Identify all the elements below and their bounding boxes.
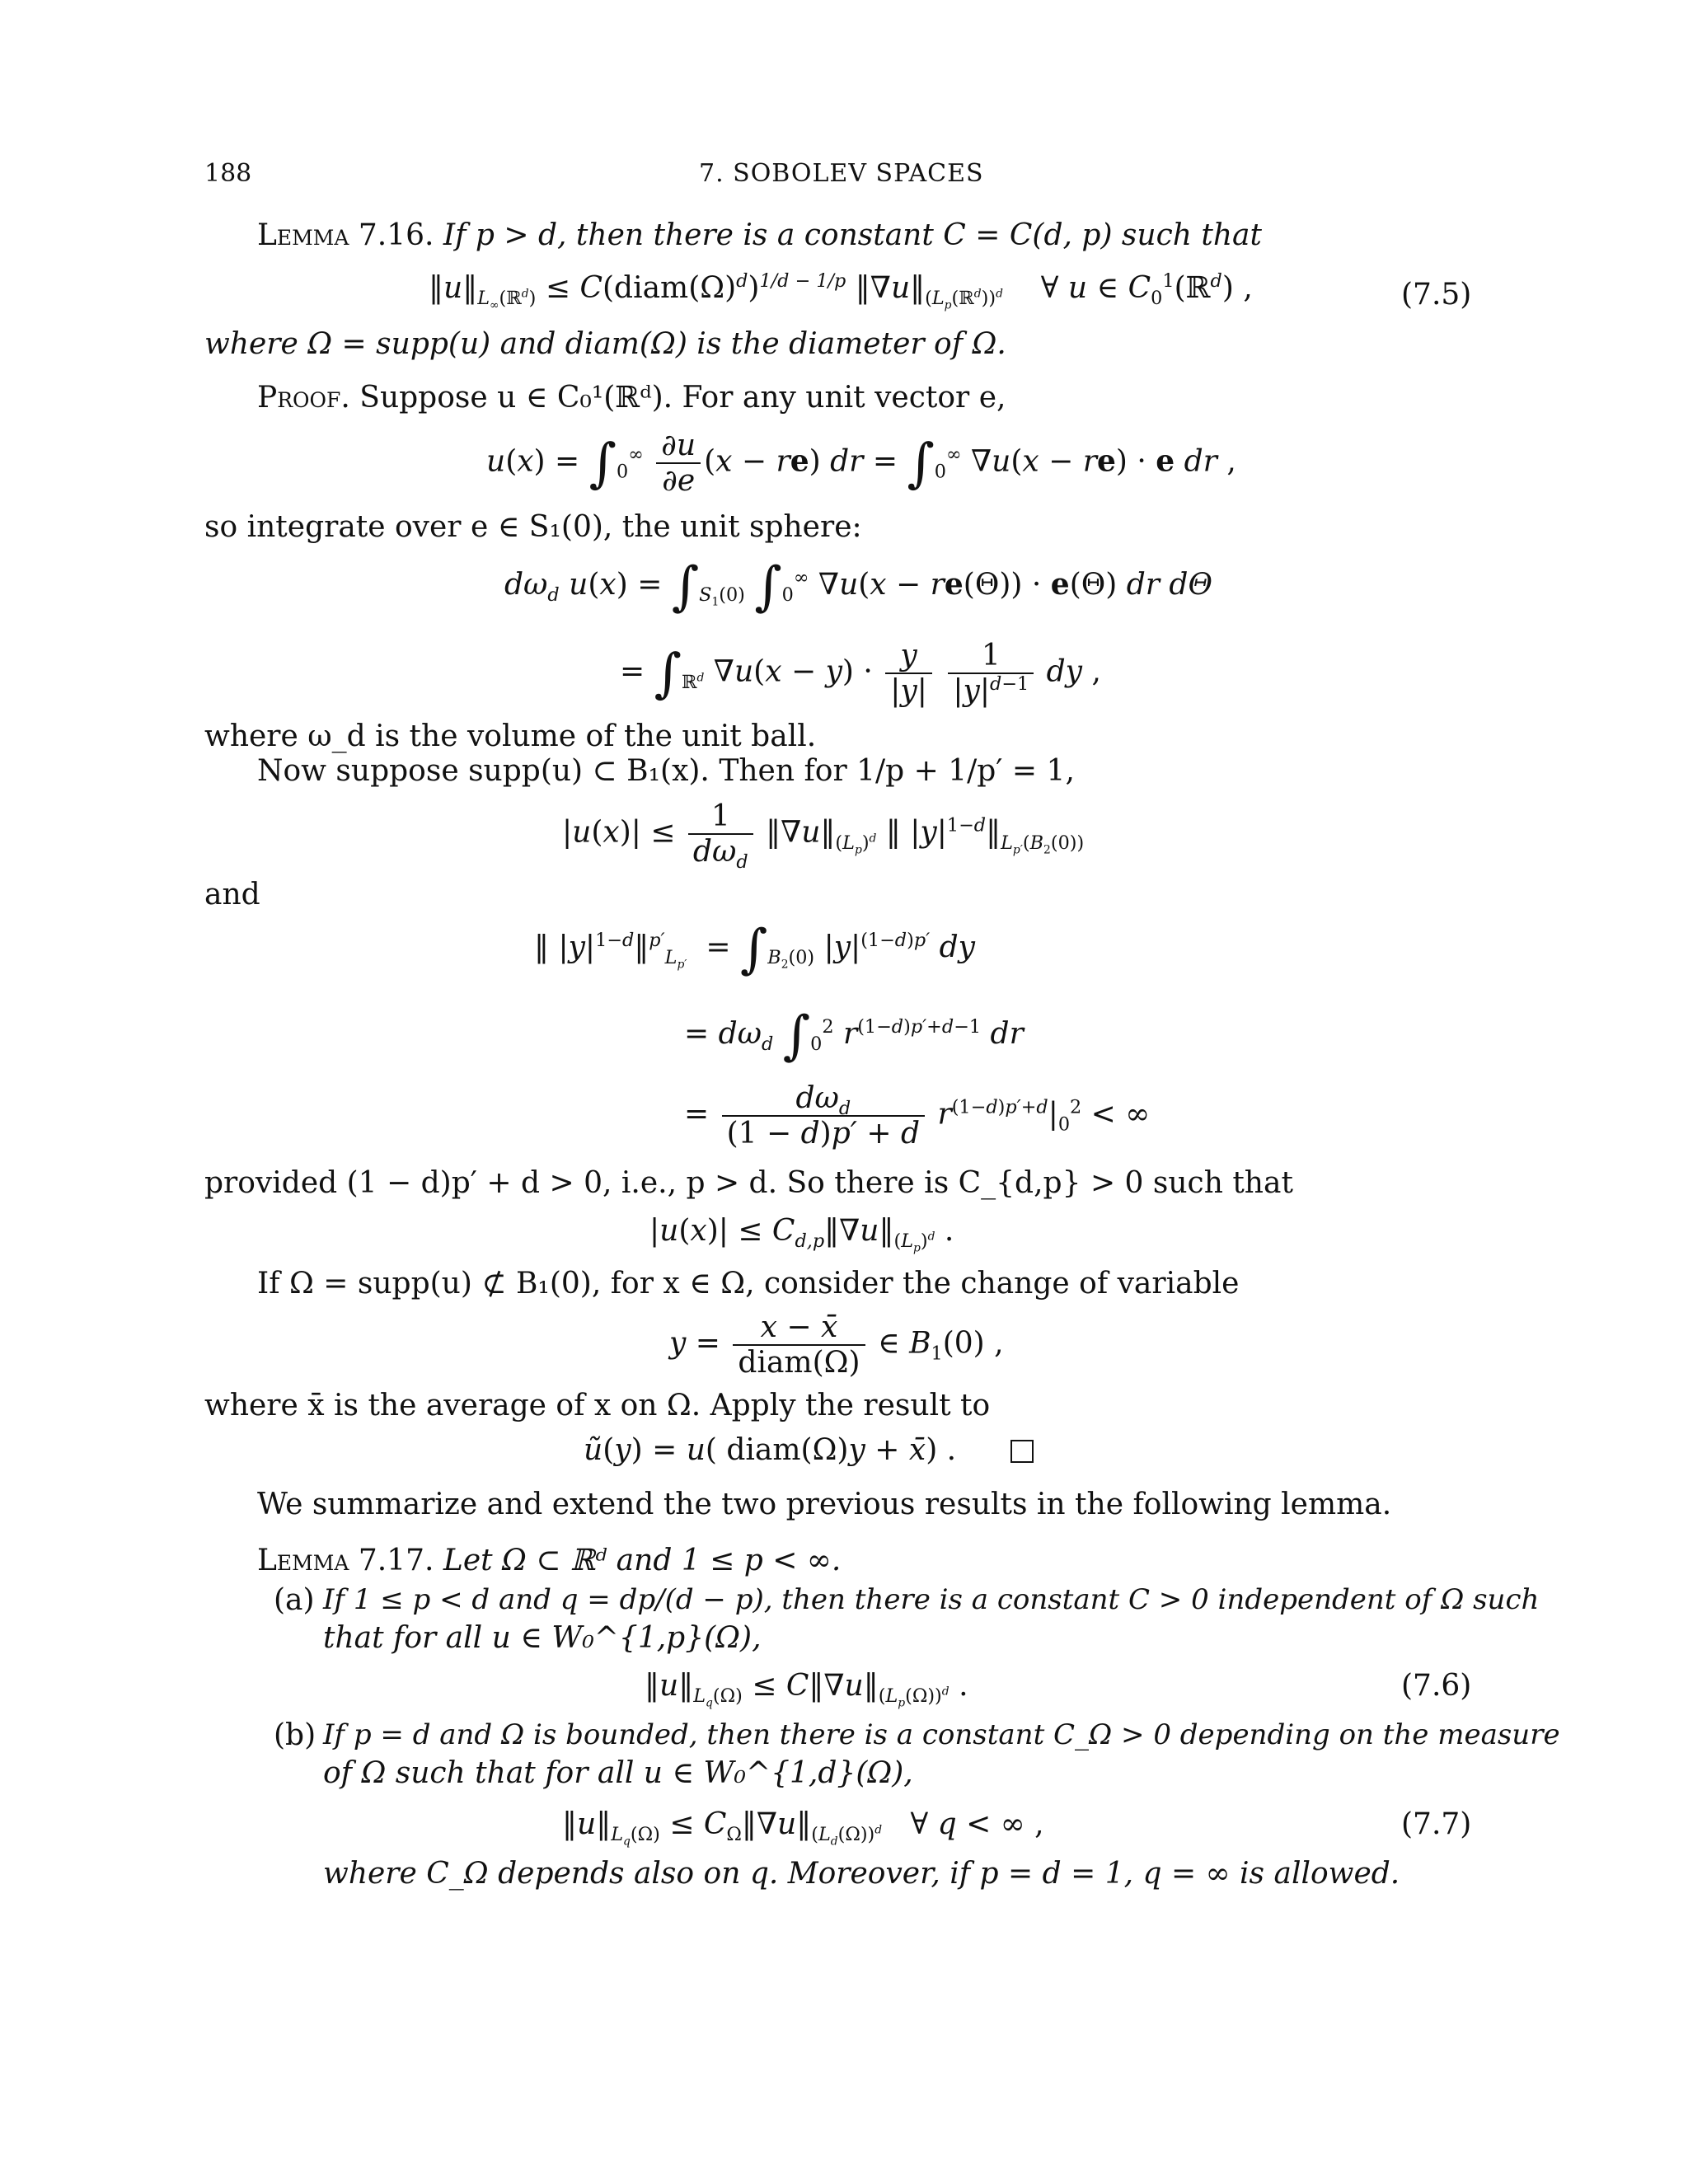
equation-7-6: $‖u‖_{L_q(\Omega)}$ ≤ $C‖\nabla u‖_{(L_p(\Omega))^d}$ . xyxy=(645,1669,968,1710)
proof-omega-text: where ω_d is the volume of the unit ball. xyxy=(204,719,817,753)
equation-7-7: $‖u‖_{L_q(\Omega)}$ ≤ $C_\Omega‖\nabla u‖_{(L_d(\Omega))^d}$ ∀ q < ∞ , xyxy=(562,1807,1044,1849)
equation-u-bound-cdp: $|u(x)| \le C_{d,p}‖\nabla u‖_{(L_p)^d}$ . xyxy=(649,1214,954,1255)
lemma-717-statement xyxy=(257,1546,841,1576)
part-b-line-1: If p = d and Ω is bounded, then there is a constant C_Ω > 0 depending on the measure xyxy=(323,1718,1560,1751)
part-a-line-2: that for all u ∈ W₀^{1,p}(Ω), xyxy=(323,1621,762,1655)
proof-suppose-text: Now suppose supp(u) ⊂ B₁(x). Then for 1/p + 1/p′ = 1, xyxy=(257,754,1075,788)
lemma-717-label: Lemma 7.17. xyxy=(257,1544,434,1577)
qed-symbol xyxy=(1010,1439,1034,1469)
part-a-label: (a) xyxy=(274,1583,315,1617)
proof-line-1 xyxy=(257,383,1006,413)
proof-label: Proof. xyxy=(257,381,350,415)
equation-norm-3: = $\frac{d\omega_d}{(1 - d)p' + d}$ $r^{(1-d)p'+d}|_0^2$ < ∞ xyxy=(684,1081,1151,1151)
proof-line-1-text: Suppose u ∈ C₀¹(ℝᵈ). For any unit vector e, xyxy=(359,381,1006,415)
eq-7-7-number: (7.7) xyxy=(1401,1807,1472,1841)
part-b-line-2: of Ω such that for all u ∈ W₀^{1,d}(Ω), xyxy=(323,1756,913,1790)
part-a-line-1: If 1 ≤ p < d and q = dp/(d − p), then there is a constant C > 0 independent of Ω such xyxy=(323,1583,1540,1616)
proof-where-xbar-text: where x̄ is the average of x on Ω. Apply the result to xyxy=(204,1389,991,1422)
lemma-716-text: If p > d, then there is a constant C = C(d, p) such that xyxy=(443,218,1262,252)
equation-u-integral: $u(x) = \int_0^\infty$ $\frac{\partial u}{\partial e}$ (x − re) dr = $\int_0^\infty$ ∇u(x − re) · e dr , xyxy=(486,429,1236,499)
lemma-716-label: Lemma 7.16. xyxy=(257,218,434,252)
summary-text: We summarize and extend the two previous results in the following lemma. xyxy=(257,1488,1392,1521)
lemma-716-statement xyxy=(257,218,1262,252)
equation-d-omega-1: $d\omega_d$ $u(x) = \int_{S_1(0)}$ $\int_0^\infty$ ∇u(x − re(Θ)) · e(Θ) dr dΘ xyxy=(504,556,1212,617)
page-number: 188 xyxy=(204,159,252,188)
equation-u-bound: |u(x)| ≤ $\frac{1}{d\omega_d}$ $‖\nabla u‖_{(L_p)^d}$ ‖ $|y|^{1-d}‖_{L_{p'}(B_2(0))}$ xyxy=(562,799,1085,874)
equation-u-tilde: ũ(y) = u( diam(Ω)y + x̄) . xyxy=(584,1433,957,1467)
equation-norm-2: = $d\omega_d$ $\int_0^2$ $r^{(1-d)p'+d-1}$ dr xyxy=(684,1005,1024,1066)
equation-change-of-variable: y = $\frac{x - x̄}{\text{diam(Ω)}}$ ∈ $B_1(0)$ , xyxy=(669,1310,1004,1380)
lemma-717-final-line: where C_Ω depends also on q. Moreover, if p = d = 1, q = ∞ is allowed. xyxy=(323,1857,1400,1891)
equation-d-omega-2: = $\int_{ℝ^d}$ ∇u(x − y) · $\frac{y}{|y|}$ $\frac{1}{|y|^{d-1}}$ dy , xyxy=(620,639,1101,709)
lemma-717-text: Let Ω ⊂ ℝᵈ and 1 ≤ p < ∞. xyxy=(443,1544,842,1577)
equation-norm-1: ‖ $|y|^{1-d}‖^{p'}_{L_{p'}} = \int_{B_2(0)}$ $|y|^{(1-d)p'}$ dy xyxy=(534,919,976,980)
proof-and-text: and xyxy=(204,878,260,912)
eq-7-5-number: (7.5) xyxy=(1401,278,1472,312)
part-b-label: (b) xyxy=(274,1718,316,1752)
eq-7-6-number: (7.6) xyxy=(1401,1669,1472,1703)
equation-7-5: $‖u‖_{L_\infty(ℝ^d)}$ ≤ $C(diam(\Omega)^d)^{1/d - 1/p}$ $‖\nabla u‖_{(L_p(ℝ^d))^d}$ ∀ u ∈ $C_0^1(ℝ^d)$ , xyxy=(429,270,1253,312)
running-title: 7. SOBOLEV SPACES xyxy=(699,159,984,188)
proof-integrate-text: so integrate over e ∈ S₁(0), the unit sphere: xyxy=(204,510,862,544)
lemma-716-where: where Ω = supp(u) and diam(Ω) is the diameter of Ω. xyxy=(204,327,1006,361)
proof-provided-text: provided (1 − d)p′ + d > 0, i.e., p > d. So there is C_{d,p} > 0 such that xyxy=(204,1166,1293,1200)
proof-if-text: If Ω = supp(u) ⊄ B₁(0), for x ∈ Ω, consider the change of variable xyxy=(257,1267,1240,1301)
